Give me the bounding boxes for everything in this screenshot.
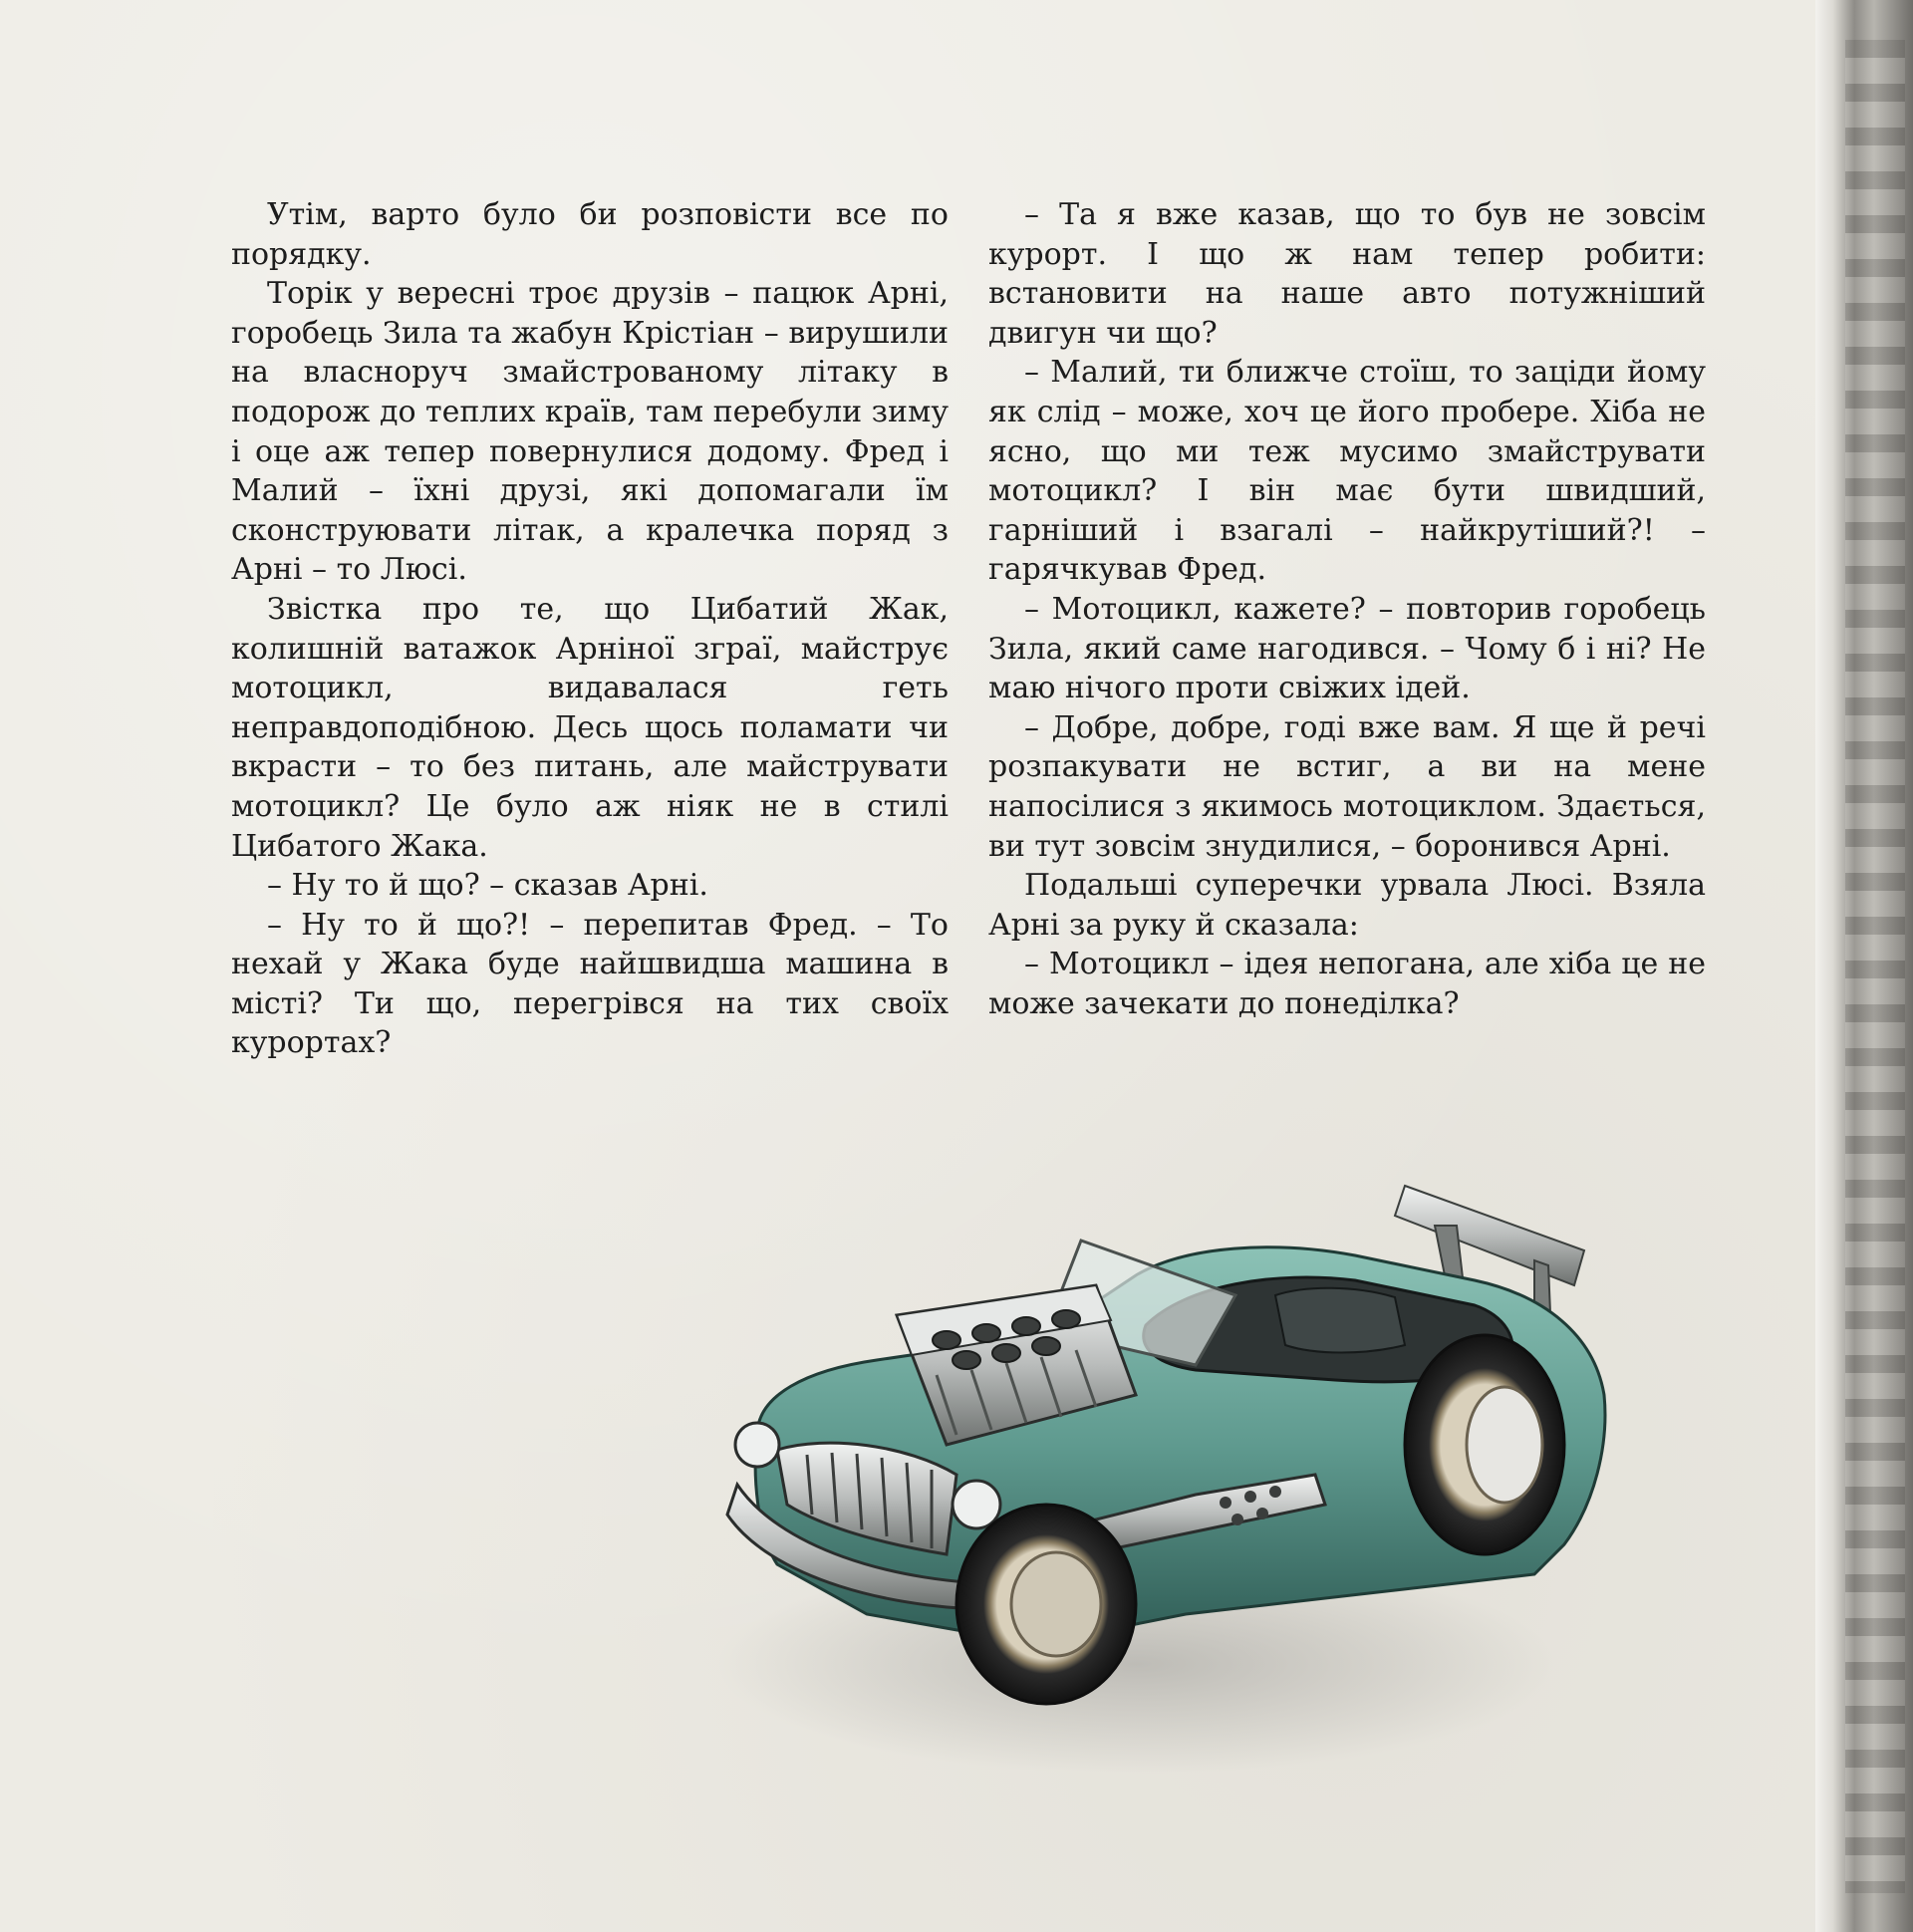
paragraph: – Мотоцикл, кажете? – повторив горобець Зила, який саме нагодився. – Чому б і ні? Не маю нічого проти свіжих ідей. [988, 591, 1706, 706]
left-column [231, 195, 949, 1063]
paragraph: Звістка про те, що Цибатий Жак, колишній ватажок Арніної зграї, майструє мотоцикл, видавалася геть неправдоподібною. Десь щось поламати чи вкрасти – то без питань, але майструвати мотоцикл? Це було аж ніяк не в стилі Цибатого Жака. [231, 591, 949, 864]
adjacent-page-illustration [1845, 40, 1905, 1893]
paragraph: Торік у вересні троє друзів – пацюк Арні, горобець Зила та жабун Крістіан – вирушили на власноруч змайстрованому літаку в подорож до теплих країв, там перебули зиму і оце аж тепер повернулися додому. Фред і Малий – їхні друзі, які допомагали їм сконструювати літак, а кралечка поряд з Арні – то Люсі. [231, 276, 950, 588]
convertible-car-illustration [717, 1146, 1674, 1794]
headlight-left [735, 1423, 779, 1467]
paragraph: – Малий, ти ближче стоїш, то заціди йому як слід – може, хоч це його пробере. Хіба не ясно, що ми теж мусимо змайструвати мотоцикл? І він має бути швидший, гарніший і взагалі – найкрутіший?! – гарячкував Фред. [988, 355, 1706, 588]
paragraph: – Ну то й що?! – перепитав Фред. – То нехай у Жака буде найшвидша машина в місті? Ти що, перегрівся на тих своїх курортах? [231, 907, 949, 1061]
front-wheel [956, 1505, 1136, 1704]
adjacent-page-edge [1815, 0, 1913, 1932]
paragraph: – Ну то й що? – сказав Арні. [267, 868, 708, 904]
rear-wheel [1405, 1335, 1564, 1554]
text-columns [231, 195, 1706, 1072]
paragraph: Подальші суперечки урвала Люсі. Взяла Арні за руку й сказала: [988, 868, 1706, 943]
right-column [988, 195, 1706, 1023]
paragraph: – Мотоцикл – ідея непогана, але хіба це не може зачекати до понеділка? [988, 947, 1706, 1021]
paragraph: Утім, варто було би розповісти все по порядку. [231, 197, 949, 272]
paragraph: – Та я вже казав, що то був не зовсім курорт. І що ж нам тепер робити: встановити на наше авто потужніший двигун чи що? [988, 197, 1706, 351]
headlight-right [953, 1481, 1000, 1528]
paragraph: – Добре, добре, годі вже вам. Я ще й речі розпакувати не встиг, а ви на мене напосілися з якимось мотоциклом. Здається, ви тут зовсім знудилися, – боронився Арні. [988, 709, 1706, 864]
